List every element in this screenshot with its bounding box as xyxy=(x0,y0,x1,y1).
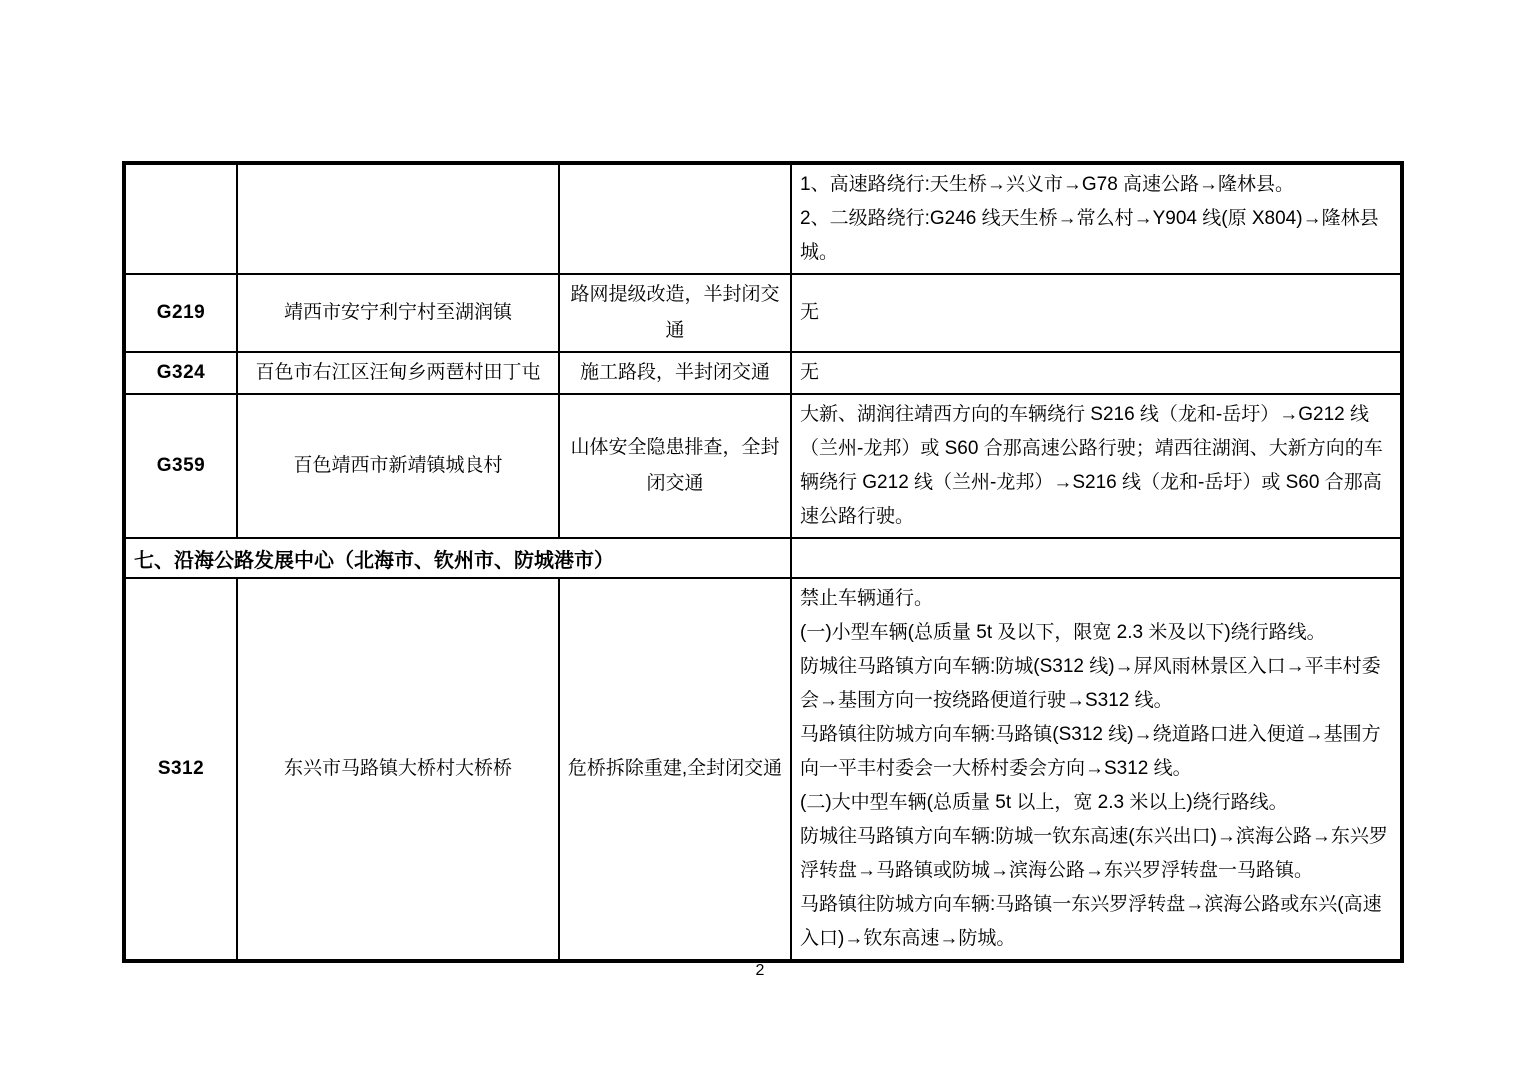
detour-line: 防城往马路镇方向车辆:防城一钦东高速(东兴出口)→滨海公路→东兴罗浮转盘→马路镇或防城→滨海公路→东兴罗浮转盘一马路镇。 xyxy=(800,826,1388,881)
section-empty-cell xyxy=(791,538,1402,578)
detour-cell xyxy=(791,274,1402,352)
location-cell: 东兴市马路镇大桥村大桥桥 xyxy=(237,578,559,961)
table-row-g359 xyxy=(124,394,1402,538)
construction-status-cell: 路网提级改造，半封闭交通 xyxy=(559,274,791,352)
road-number-cell: S312 xyxy=(124,578,237,961)
detour-cell xyxy=(791,163,1402,274)
detour-cell xyxy=(791,578,1402,961)
table-row-g219 xyxy=(124,274,1402,352)
detour-line: 无 xyxy=(800,362,820,383)
detour-line: 2、二级路绕行:G246 线天生桥→常么村→Y904 线(原 X804)→隆林县城。 xyxy=(800,208,1379,263)
location-cell: 百色市右江区汪甸乡两琶村田丁屯 xyxy=(237,352,559,394)
detour-cell xyxy=(791,394,1402,538)
detour-cell xyxy=(791,352,1402,394)
construction-status-cell: 施工路段，半封闭交通 xyxy=(559,352,791,394)
detour-line: 禁止车辆通行。 xyxy=(800,588,934,609)
detour-line: 防城往马路镇方向车辆:防城(S312 线)→屏风雨林景区入口→平丰村委会→基围方向一按绕路便道行驶→S312 线。 xyxy=(800,656,1381,711)
detour-line: 1、高速路绕行:天生桥→兴义市→G78 高速公路→隆林县。 xyxy=(800,174,1295,195)
detour-line: 无 xyxy=(800,302,820,323)
road-number-cell: G219 xyxy=(124,274,237,352)
construction-status-cell: 危桥拆除重建,全封闭交通 xyxy=(559,578,791,961)
table-row-s312 xyxy=(124,578,1402,961)
road-closure-table xyxy=(122,161,1404,963)
section-title: 七、沿海公路发展中心（北海市、钦州市、防城港市） xyxy=(124,538,791,578)
construction-status-cell xyxy=(559,163,791,274)
road-number-cell xyxy=(124,163,237,274)
section-header-row xyxy=(124,538,1402,578)
table-row-continued xyxy=(124,163,1402,274)
table-row-g324 xyxy=(124,352,1402,394)
location-cell: 百色靖西市新靖镇城良村 xyxy=(237,394,559,538)
detour-line: 马路镇往防城方向车辆:马路镇(S312 线)→绕道路口进入便道→基围方向一平丰村委会一大桥村委会方向→S312 线。 xyxy=(800,724,1381,779)
road-number-cell: G359 xyxy=(124,394,237,538)
detour-line: 大新、湖润往靖西方向的车辆绕行 S216 线（龙和-岳圩）→G212 线（兰州-龙邦）或 S60 合那高速公路行驶；靖西往湖润、大新方向的车辆绕行 G212 线（兰州-龙邦）→S216 线（龙和-岳圩）或 S60 合那高速公路行驶。 xyxy=(800,404,1383,527)
page-number: 2 xyxy=(755,962,765,979)
detour-line: (一)小型车辆(总质量 5t 及以下，限宽 2.3 米及以下)绕行路线。 xyxy=(800,622,1326,643)
road-number-cell: G324 xyxy=(124,352,237,394)
location-cell xyxy=(237,163,559,274)
detour-line: 马路镇往防城方向车辆:马路镇一东兴罗浮转盘→滨海公路或东兴(高速入口)→钦东高速→防城。 xyxy=(800,894,1382,949)
construction-status-cell: 山体安全隐患排查，全封闭交通 xyxy=(559,394,791,538)
detour-line: (二)大中型车辆(总质量 5t 以上，宽 2.3 米以上)绕行路线。 xyxy=(800,792,1288,813)
location-cell: 靖西市安宁利宁村至湖润镇 xyxy=(237,274,559,352)
